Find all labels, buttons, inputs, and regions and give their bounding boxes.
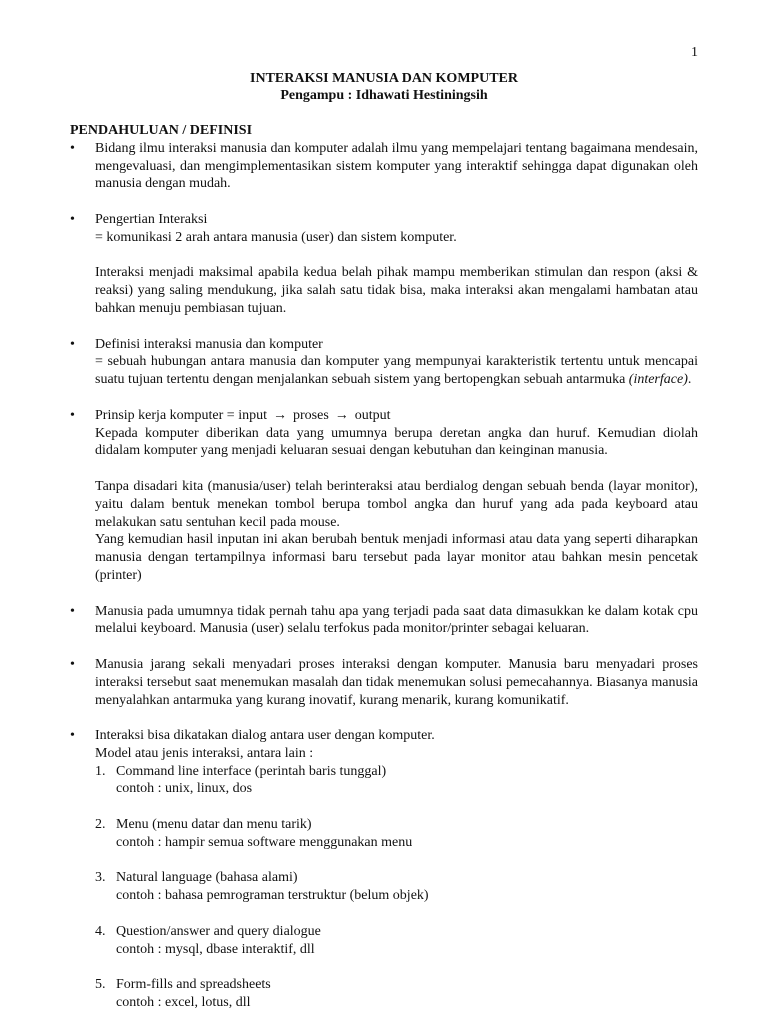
list-item [95, 816, 698, 852]
bullet-heading: Prinsip kerja komputer = input → proses → output [95, 407, 391, 423]
list-item-example: contoh : bahasa pemrograman terstruktur (belum objek) [116, 888, 429, 904]
bullet-icon: • [70, 656, 75, 672]
document-header [70, 70, 698, 104]
list-number: 5. [95, 977, 106, 993]
list-number: 4. [95, 923, 106, 939]
bullet-item [70, 603, 698, 639]
bullet-item [70, 140, 698, 193]
bullet-item [70, 727, 698, 1012]
bullet-definition: = komunikasi 2 arah antara manusia (user) dan sistem komputer. [95, 229, 457, 245]
list-item-example: contoh : unix, linux, dos [116, 781, 253, 797]
bullet-heading: Pengertian Interaksi [95, 211, 208, 227]
bullet-heading: Definisi interaksi manusia dan komputer [95, 336, 323, 352]
bullet-heading: Interaksi bisa dikatakan dialog antara user dengan komputer. [95, 728, 435, 744]
bullet-text: Manusia jarang sekali menyadari proses interaksi dengan komputer. Manusia baru menyadari proses interaksi tersebut saat menemukan masalah dan tidak menemukan solusi pemecahannya. Biasanya manusia menyalahkan antarmuka yang kurang inovatif, kurang menarik, kurang komunikatif. [95, 656, 698, 708]
bullet-paragraph: Interaksi menjadi maksimal apabila kedua belah pihak mampu memberikan stimulan dan respon (aksi & reaksi) yang saling mendukung, jika salah satu tidak bisa, maka interaksi akan mengalami hambatan atau bahkan menuju pembiasan tujuan. [95, 265, 698, 316]
bullet-definition: = sebuah hubungan antara manusia dan komputer yang mempunyai karakteristik tertentu untuk mencapai suatu tujuan tertentu dengan menjalankan sebuah sistem yang bertopengkan sebuah antarmuka (interface). [95, 354, 698, 388]
arrow-right-icon: → [334, 407, 349, 423]
bullet-item [70, 336, 698, 389]
bullet-icon: • [70, 407, 75, 423]
bullet-text: Manusia pada umumnya tidak pernah tahu apa yang terjadi pada saat data dimasukkan ke dalam kotak cpu melalui keyboard. Manusia (user) selalu terfokus pada monitor/printer sebagai keluaran. [95, 603, 698, 637]
list-item [95, 869, 698, 905]
list-item [95, 763, 698, 799]
section-heading: PENDAHULUAN / DEFINISI [70, 123, 253, 138]
document-title: INTERAKSI MANUSIA DAN KOMPUTER [250, 71, 518, 86]
list-item-example: contoh : excel, lotus, dll [116, 995, 251, 1011]
document-body [70, 122, 698, 1012]
list-item-title: Command line interface (perintah baris tunggal) [116, 763, 387, 779]
list-item-title: Form-fills and spreadsheets [116, 977, 271, 993]
bullet-icon: • [70, 728, 75, 744]
bullet-item [70, 211, 698, 318]
bullet-paragraph: Tanpa disadari kita (manusia/user) telah berinteraksi atau berdialog dengan sebuah benda (layar monitor), yaitu dalam bentuk menekan tombol berupa tombol angka dan huruf yang ada pada keyboard atau melakukan satu sentuhan kecil pada mouse. [95, 478, 698, 530]
list-number: 2. [95, 817, 106, 833]
list-number: 1. [95, 763, 106, 779]
bullet-icon: • [70, 336, 75, 352]
interface-term: (interface) [628, 372, 688, 388]
list-item-title: Menu (menu datar dan menu tarik) [116, 817, 312, 833]
bullet-paragraph: Kepada komputer diberikan data yang umumnya berupa deretan angka dan huruf. Kemudian diolah didalam komputer yang menjadi keluaran sesuai dengan kebutuhan dan keinginan manusia. [95, 425, 698, 459]
bullet-intro: Model atau jenis interaksi, antara lain : [95, 745, 314, 761]
bullet-icon: • [70, 603, 75, 619]
arrow-right-icon: → [273, 407, 287, 423]
page-number: 1 [691, 45, 698, 60]
bullet-icon: • [70, 211, 75, 227]
list-item-example: contoh : hampir semua software menggunakan menu [116, 834, 413, 850]
list-number: 3. [95, 870, 106, 886]
bullet-item [70, 656, 698, 709]
list-item [95, 923, 698, 959]
bullet-item [70, 407, 698, 585]
document-subtitle: Pengampu : Idhawati Hestiningsih [280, 88, 488, 103]
list-item-title: Natural language (bahasa alami) [116, 870, 298, 886]
list-item-title: Question/answer and query dialogue [116, 923, 321, 939]
list-item-example: contoh : mysql, dbase interaktif, dll [116, 941, 315, 957]
list-item [95, 976, 698, 1012]
bullet-text: Bidang ilmu interaksi manusia dan komputer adalah ilmu yang mempelajari tentang bagaimana mendesain, mengevaluasi, dan mengimplementasikan sistem komputer yang interaktif sehingga dapat digunakan oleh manusia dengan mudah. [95, 140, 698, 192]
bullet-paragraph: Yang kemudian hasil inputan ini akan berubah bentuk menjadi informasi atau data yang seperti diharapkan manusia dengan tertampilnya informasi baru tersebut pada layar monitor atau bahkan mesin pencetak (printer) [95, 532, 698, 583]
bullet-icon: • [70, 140, 75, 156]
